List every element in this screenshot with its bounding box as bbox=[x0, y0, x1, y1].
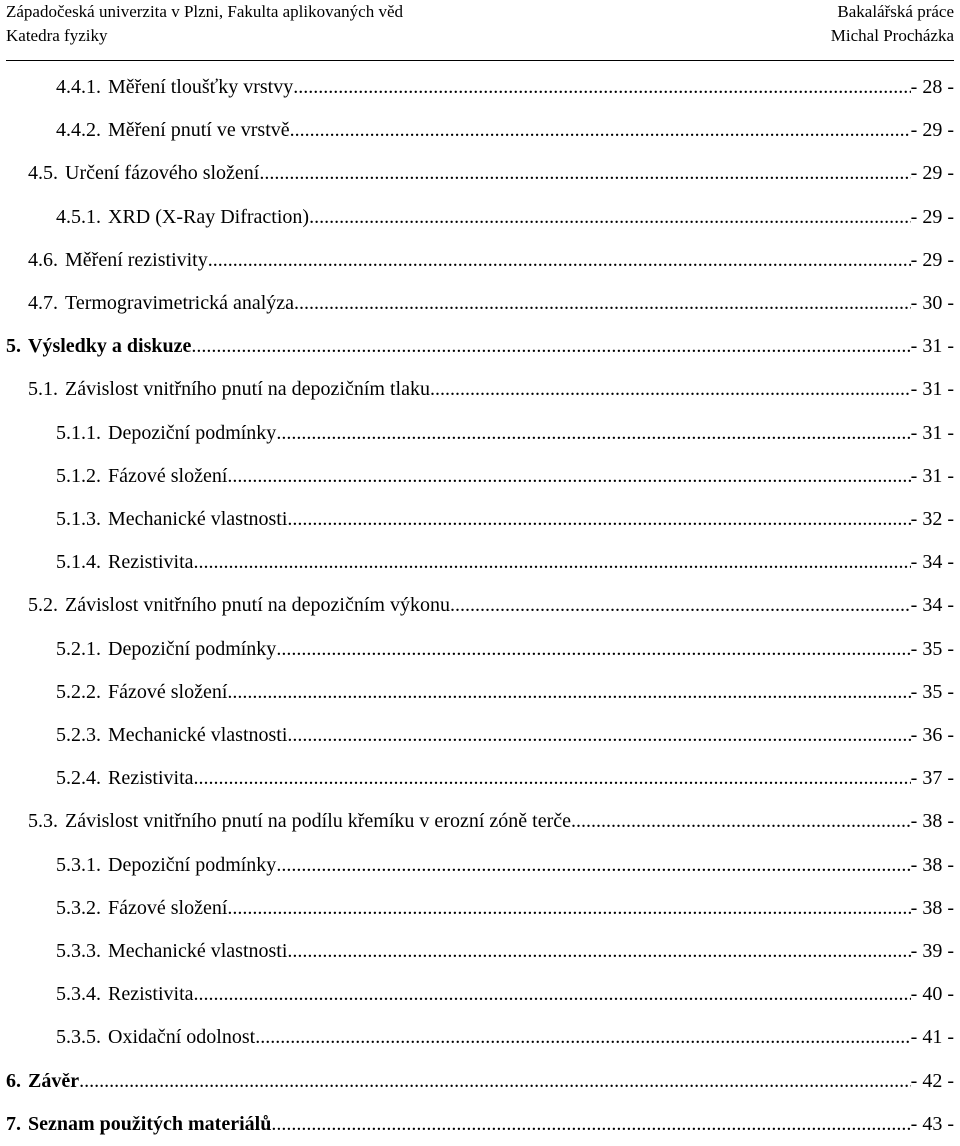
toc-entry-title: Oxidační odolnost bbox=[108, 1026, 256, 1049]
toc-entry-title: Seznam použitých materiálů bbox=[28, 1112, 272, 1135]
toc-entry[interactable] bbox=[56, 844, 954, 887]
toc-entry[interactable] bbox=[28, 368, 954, 411]
toc-entry-title: Měření rezistivity bbox=[65, 248, 208, 271]
toc-entry[interactable] bbox=[28, 239, 954, 282]
document-type: Bakalářská práce bbox=[837, 2, 954, 21]
toc-entry-number: 4.4.1. bbox=[56, 76, 101, 98]
toc-entry-title: Fázové složení bbox=[108, 896, 228, 919]
toc-entry-title: Závislost vnitřního pnutí na depozičním výkonu bbox=[65, 594, 450, 617]
toc-entry-page: - 30 - bbox=[910, 292, 954, 314]
toc-entry-number: 4.5. bbox=[28, 162, 58, 185]
toc-entry[interactable] bbox=[56, 541, 954, 584]
toc-entry[interactable] bbox=[56, 887, 954, 930]
toc-entry[interactable] bbox=[6, 1060, 954, 1103]
toc-dot-leader bbox=[227, 671, 910, 714]
toc-entry-page: - 32 - bbox=[910, 508, 954, 530]
toc-entry[interactable] bbox=[56, 455, 954, 498]
toc-entry-page: - 34 - bbox=[910, 551, 954, 574]
toc-dot-leader bbox=[287, 714, 910, 757]
toc-entry-title: Závislost vnitřního pnutí na podílu křemíku v erozní zóně terče bbox=[65, 810, 571, 833]
toc-entry-number: 5.2.1. bbox=[56, 637, 101, 660]
toc-entry[interactable] bbox=[56, 498, 954, 541]
toc-entry-number: 5.1.3. bbox=[56, 508, 101, 530]
page-header bbox=[6, 0, 954, 61]
toc-entry-page: - 42 - bbox=[910, 1069, 954, 1092]
toc-entry-title: Mechanické vlastnosti bbox=[108, 508, 288, 530]
toc-dot-leader bbox=[276, 628, 910, 671]
toc-entry-title: Fázové složení bbox=[108, 464, 228, 487]
toc-dot-leader bbox=[309, 196, 911, 239]
toc-entry[interactable] bbox=[56, 109, 954, 152]
toc-entry[interactable] bbox=[56, 628, 954, 671]
toc-entry-title: Rezistivita bbox=[108, 551, 194, 574]
toc-dot-leader bbox=[287, 498, 910, 541]
toc-entry[interactable] bbox=[56, 66, 954, 109]
toc-entry-number: 4.4.2. bbox=[56, 119, 101, 142]
toc-dot-leader bbox=[276, 412, 910, 455]
toc-dot-leader bbox=[194, 541, 911, 584]
department-name: Katedra fyziky bbox=[6, 26, 108, 45]
toc-entry[interactable] bbox=[56, 412, 954, 455]
toc-dot-leader bbox=[255, 1016, 910, 1059]
toc-entry-title: Měření tloušťky vrstvy bbox=[108, 76, 294, 98]
toc-entry[interactable] bbox=[28, 800, 954, 843]
toc-entry[interactable] bbox=[56, 973, 954, 1016]
toc-entry-page: - 28 - bbox=[910, 76, 954, 98]
toc-entry-page: - 31 - bbox=[910, 421, 954, 444]
toc-dot-leader bbox=[290, 109, 911, 152]
toc-entry-number: 5.1.4. bbox=[56, 551, 101, 574]
toc-entry-page: - 43 - bbox=[910, 1112, 954, 1135]
toc-entry-page: - 31 - bbox=[910, 378, 954, 401]
toc-entry-number: 6. bbox=[6, 1069, 21, 1092]
toc-entry[interactable] bbox=[28, 282, 954, 325]
toc-entry-number: 5.3. bbox=[28, 810, 58, 833]
toc-entry-number: 5. bbox=[6, 335, 21, 358]
toc-dot-leader bbox=[227, 455, 910, 498]
toc-entry-title: Určení fázového složení bbox=[65, 162, 260, 185]
toc-entry-page: - 38 - bbox=[910, 810, 954, 833]
toc-entry-title: Mechanické vlastnosti bbox=[108, 724, 288, 746]
toc-entry-number: 5.1.1. bbox=[56, 421, 101, 444]
toc-entry[interactable] bbox=[56, 671, 954, 714]
toc-entry-page: - 38 - bbox=[910, 896, 954, 919]
toc-entry[interactable] bbox=[56, 196, 954, 239]
toc-dot-leader bbox=[79, 1060, 911, 1103]
toc-entry-title: Depoziční podmínky bbox=[108, 637, 277, 660]
toc-dot-leader bbox=[194, 757, 911, 800]
toc-entry-number: 5.1. bbox=[28, 378, 58, 401]
toc-entry-page: - 35 - bbox=[910, 680, 954, 703]
toc-dot-leader bbox=[194, 973, 911, 1016]
toc-entry-title: Termogravimetrická analýza bbox=[65, 292, 295, 314]
toc-entry-page: - 38 - bbox=[910, 853, 954, 876]
toc-entry[interactable] bbox=[56, 757, 954, 800]
toc-entry-page: - 31 - bbox=[910, 335, 954, 358]
university-name: Západočeská univerzita v Plzni, Fakulta aplikovaných věd bbox=[6, 2, 404, 21]
toc-entry-number: 5.2.4. bbox=[56, 767, 101, 790]
toc-entry-page: - 36 - bbox=[910, 724, 954, 746]
toc-entry-title: XRD (X-Ray Difraction) bbox=[108, 205, 310, 228]
toc-entry-number: 7. bbox=[6, 1112, 21, 1135]
toc-dot-leader bbox=[450, 584, 911, 627]
toc-entry-number: 5.3.4. bbox=[56, 983, 101, 1006]
header-row-top bbox=[6, 0, 954, 24]
toc-entry-page: - 31 - bbox=[910, 464, 954, 487]
toc-entry-page: - 39 - bbox=[910, 940, 954, 962]
toc-entry-title: Měření pnutí ve vrstvě bbox=[108, 119, 290, 142]
toc-entry-page: - 35 - bbox=[910, 637, 954, 660]
toc-entry-number: 5.3.1. bbox=[56, 853, 101, 876]
toc-dot-leader bbox=[271, 1103, 910, 1146]
toc-entry-title: Výsledky a diskuze bbox=[28, 335, 192, 358]
toc-entry-number: 5.2.3. bbox=[56, 724, 101, 746]
toc-dot-leader bbox=[227, 887, 910, 930]
toc-dot-leader bbox=[276, 844, 910, 887]
toc-entry-title: Mechanické vlastnosti bbox=[108, 940, 288, 962]
toc-entry[interactable] bbox=[6, 325, 954, 368]
toc-dot-leader bbox=[294, 282, 911, 325]
toc-entry-number: 5.3.2. bbox=[56, 896, 101, 919]
toc-entry[interactable] bbox=[28, 152, 954, 195]
toc-dot-leader bbox=[571, 800, 911, 843]
toc-entry-title: Závislost vnitřního pnutí na depozičním tlaku bbox=[65, 378, 430, 401]
author-name: Michal Procházka bbox=[830, 26, 954, 45]
toc-entry-page: - 37 - bbox=[910, 767, 954, 790]
toc-entry[interactable] bbox=[28, 584, 954, 627]
toc-entry-title: Závěr bbox=[28, 1069, 80, 1092]
toc-entry-number: 5.2.2. bbox=[56, 680, 101, 703]
toc-entry[interactable] bbox=[56, 1016, 954, 1059]
toc-dot-leader bbox=[208, 239, 911, 282]
toc-dot-leader bbox=[287, 930, 910, 973]
toc-entry-number: 4.6. bbox=[28, 248, 58, 271]
toc-dot-leader bbox=[430, 368, 911, 411]
toc-entry-title: Rezistivita bbox=[108, 767, 194, 790]
toc-entry-number: 5.3.3. bbox=[56, 940, 101, 962]
toc-entry-title: Fázové složení bbox=[108, 680, 228, 703]
toc-entry-number: 4.5.1. bbox=[56, 205, 101, 228]
header-row-bottom bbox=[6, 24, 954, 48]
toc-entry-title: Depoziční podmínky bbox=[108, 421, 277, 444]
toc-entry-title: Depoziční podmínky bbox=[108, 853, 277, 876]
toc-entry-page: - 40 - bbox=[910, 983, 954, 1006]
toc-entry-number: 5.3.5. bbox=[56, 1026, 101, 1049]
toc-entry-page: - 29 - bbox=[910, 119, 954, 142]
toc-entry-number: 4.7. bbox=[28, 292, 58, 314]
toc-entry-number: 5.1.2. bbox=[56, 464, 101, 487]
toc-entry-page: - 29 - bbox=[910, 205, 954, 228]
toc-entry[interactable] bbox=[56, 714, 954, 757]
toc-entry[interactable] bbox=[56, 930, 954, 973]
toc-entry[interactable] bbox=[6, 1103, 954, 1146]
toc-dot-leader bbox=[293, 66, 910, 109]
toc-entry-page: - 29 - bbox=[910, 248, 954, 271]
toc-dot-leader bbox=[259, 152, 910, 195]
toc-dot-leader bbox=[191, 325, 910, 368]
toc-entry-number: 5.2. bbox=[28, 594, 58, 617]
toc-entry-page: - 41 - bbox=[910, 1026, 954, 1049]
toc-entry-page: - 29 - bbox=[910, 162, 954, 185]
toc-entry-page: - 34 - bbox=[910, 594, 954, 617]
toc-entry-title: Rezistivita bbox=[108, 983, 194, 1006]
